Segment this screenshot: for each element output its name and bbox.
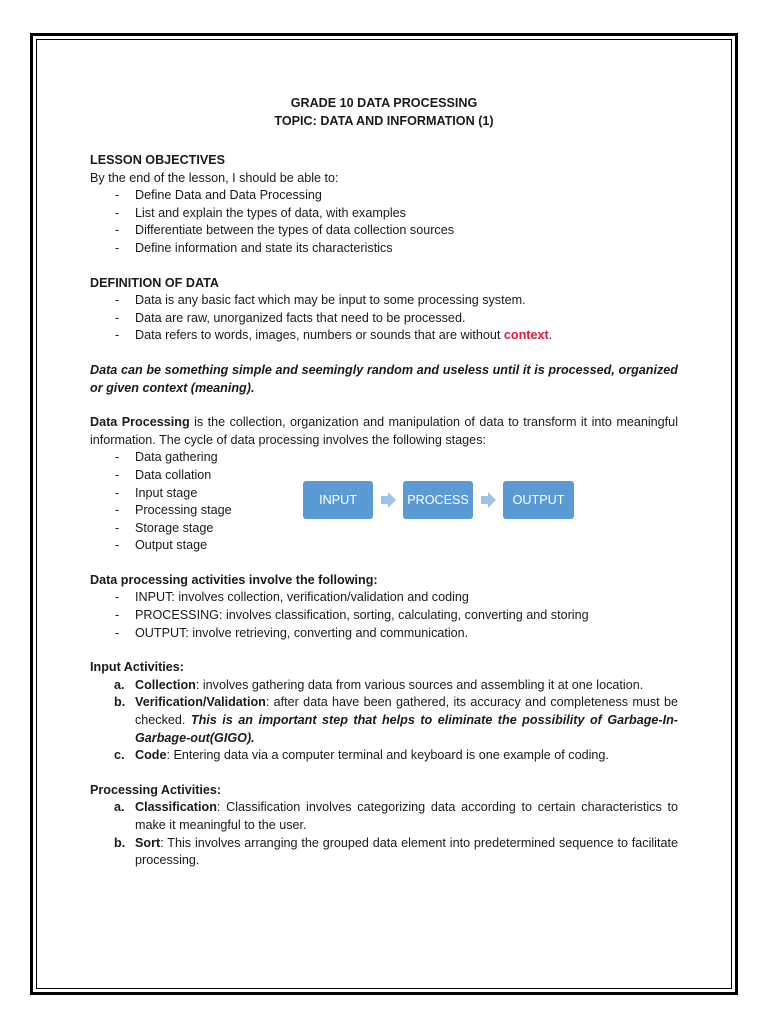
objectives-heading: LESSON OBJECTIVES [90,153,226,167]
processing-activities-heading: Processing Activities: [90,782,222,797]
list-item [114,677,678,695]
list-marker: a. [114,800,125,815]
list-item: - PROCESSING: involves classification, sorting, calculating, converting and storing [115,607,678,625]
item-text: : Classification involves categorizing data according to certain characteristics to make it meaningful to the user. [135,800,678,832]
item-term: Verification/Validation [135,695,266,710]
definition-list [90,292,678,345]
list-item: - Output stage [115,537,678,555]
list-item: - Data is any basic fact which may be input to some processing system. [115,292,678,310]
flow-box-output: OUTPUT [503,481,574,519]
item-term: Classification [135,800,217,815]
doc-title-line2: TOPIC: DATA AND INFORMATION (1) [274,114,494,128]
processing-activities-list [90,799,678,869]
activities-heading: Data processing activities involve the following: [90,572,378,587]
input-activities-list [90,677,678,765]
item-text: : involves gathering data from various sources and assembling it at one location. [195,677,644,692]
activities-list [90,589,678,642]
definition-text: Data refers to words, images, numbers or sounds that are without [135,328,504,343]
flow-arrow-icon [481,496,488,504]
stages-section [90,449,678,555]
item-term: Code [135,748,167,763]
list-item [114,694,678,747]
emphasis-statement: Data can be something simple and seemingly random and useless until it is processed, organized or given context (meaning). [90,362,678,395]
item-emphasis: This is an important step that helps to eliminate the possibility of Garbage-In-Garbage-out(GIGO). [135,713,679,745]
item-text: : after data have been gathered, its accuracy and completeness must be checked. [135,695,678,728]
list-item: - Storage stage [115,520,678,538]
list-item [114,835,678,870]
processing-text: is the collection, organization and manipulation of data to transform it into meaningful information. The cycle of data processing involves the following stages: [90,415,678,447]
flow-box-input: INPUT [303,481,373,519]
flow-arrow-icon [381,496,388,504]
processing-term: Data Processing [90,415,190,430]
document-content [90,94,678,870]
definition-period: . [548,328,553,343]
list-item: - Processing stage [115,502,678,520]
item-term: Collection [135,677,196,692]
list-item: - List and explain the types of data, with examples [115,205,678,223]
process-flow-diagram [303,481,574,519]
list-marker: b. [114,695,126,710]
flow-arrow-head-icon [388,492,396,508]
list-item: - Input stage [115,485,678,503]
list-marker: b. [114,835,126,850]
list-marker: a. [114,677,125,692]
list-item: - Define information and state its characteristics [115,240,678,258]
doc-title-line1: GRADE 10 DATA PROCESSING [290,96,478,110]
item-term: Sort [135,835,161,850]
list-item: - OUTPUT: involve retrieving, converting and communication. [115,625,678,643]
processing-paragraph [90,414,678,449]
list-item [114,799,678,834]
list-marker: c. [114,748,125,763]
objectives-intro: By the end of the lesson, I should be able to: [90,170,339,185]
definition-heading: DEFINITION OF DATA [90,275,219,290]
input-activities-heading: Input Activities: [90,660,184,675]
objectives-list [90,187,678,257]
list-item [114,747,678,765]
list-item: - INPUT: involves collection, verification/validation and coding [115,589,678,607]
item-text: : Entering data via a computer terminal and keyboard is one example of coding. [166,748,609,763]
flow-arrow-head-icon [488,492,496,508]
list-item: - Data are raw, unorganized facts that need to be processed. [115,310,678,328]
list-item: - Data collation [115,467,678,485]
flow-box-process: PROCESS [403,481,473,519]
list-item: - Define Data and Data Processing [115,187,678,205]
list-item [115,327,678,345]
list-item: - Differentiate between the types of data collection sources [115,222,678,240]
list-item: - Data gathering [115,449,678,467]
item-text: : This involves arranging the grouped data element into predetermined sequence to facilitate processing. [135,835,678,868]
context-highlight: context [503,328,549,343]
